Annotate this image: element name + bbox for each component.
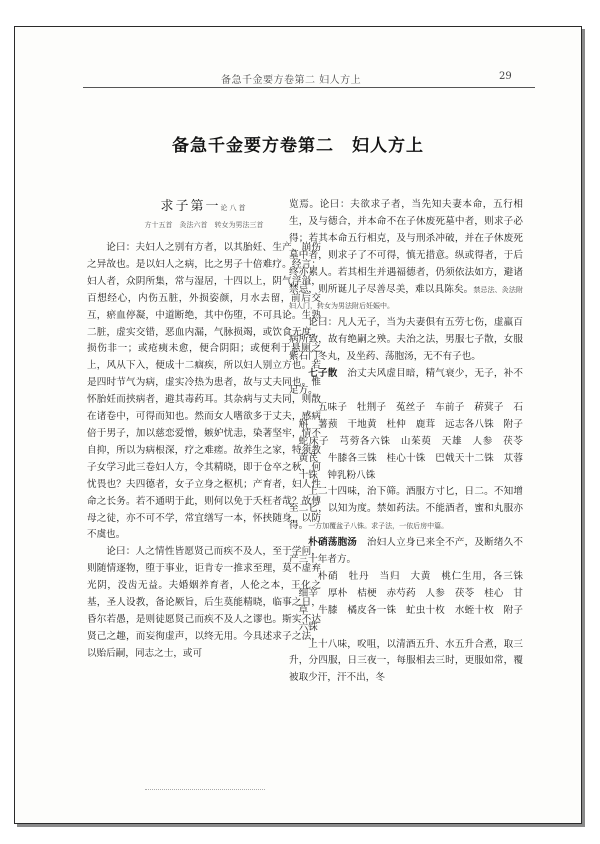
right-paragraph-1-note: 禁忌法、灸法附妇人门，转女为男法附后妊娠中。 [289,285,524,311]
left-column [87,197,321,827]
formula-2 [289,535,523,569]
section-heading-note: 论八首 [220,204,248,212]
right-paragraph-1-text: 览焉。论曰：夫欲求子者，当先知夫妻本命，五行相生，及与德合，并本命不在子休废死墓中者，则求子必得；若其本命五行相克，及与刑杀冲破，并在子休废死墓中者，则求子了不可得，慎无措意。纵或得者，于后终亦累人。若其相生并遇福德者，仍须依法如方，避诸禁忌，则所诞儿子尽善尽美，难以具陈矣。 [289,199,523,295]
left-paragraph-2: 论曰：人之情性皆愿贤己而疾不及人，至于学问，则随情逐物，堕于事业，讵肯专一推求至理，莫不虚弃光阴，没齿无益。夫婚姻养育者，人伦之本，王化之基，圣人设教，备论厥旨，后生莫能精晓，临事之日，昏尔若愚，是则徒愿贤己而疾不及人之谬也。斯实不达贤己之趣，而妄徇虚声，以终无用。今具述求子之法，以贻后嗣，同志之士，或可 [87,546,321,659]
section-subheading: 方十五首 灸法六首 转女为男法三首 [144,221,264,229]
running-head: 备急千金要方卷第二 妇人方上 [221,75,362,86]
formula-1-text: 治丈夫风虚目暗，精气衰少，无子，补不足方。 [289,368,524,396]
formula-1-name: 七子散 [308,368,338,380]
formula-2-instructions: 上十八味，㕮咀，以清酒五升、水五升合煮，取三升，分四服，日三夜一，每服相去三时，更服如常，覆被取少汗，汗不出，冬 [289,638,523,684]
right-column [289,197,533,827]
header-rule [83,87,535,88]
formula-2-name: 朴硝荡胞汤 [308,537,358,549]
right-paragraph-2: 论曰：凡人无子，当为夫妻俱有五劳七伤，虚羸百病所致，故有绝嗣之殃。夫治之法，男服七子散，女服紫石门冬丸，及坐药、荡胞汤，无不有子也。 [289,317,523,363]
formula-2-herbs: 朴硝 牡丹 当归 大黄 桃仁生用，各三铢 细辛 厚朴 桔梗 赤芍药 人参 茯苓 桂心 甘草 牛膝 橘皮各一铢 虻虫十枚 水蛭十枚 附子六铢 [298,570,533,633]
formula-1-instructions-text: 上二十四味，治下筛。酒服方寸匕，日二。不知增至二匕，以知为度。禁如药法。不能酒者，蜜和丸服亦得。 [289,486,523,532]
formula-1-instructions [289,484,523,535]
section-heading [87,197,321,218]
formula-1-herbs: 五味子 牡荆子 菟丝子 车前子 菥蓂子 石斛 薯蓣 干地黄 杜仲 鹿茸 远志各八铢 附子 蛇床子 芎䓖各六铢 山茱萸 天雄 人参 茯苓 黄芪 牛膝各三铢 桂心十铢 巴戟天十二铢 苁蓉十铢 钟乳粉八铢 [298,401,533,481]
section-heading-text: 求子第一 [160,199,221,214]
page-number: 29 [499,71,512,82]
formula-1 [289,366,523,400]
book-page [14,26,582,824]
formula-1-instructions-note: 一方加覆盆子八铢。求子法，一依后房中篇。 [308,522,449,531]
left-paragraph-1: 论曰：夫妇人之别有方者，以其胎妊、生产、崩伤之异故也。是以妇人之病，比之男子十倍难疗。经言：妇人者，众阴所集，常与湿居，十四以上，阴气浮溢，百想经心，内伤五脏，外损姿颜，月水去留，前后交互，瘀血停凝，中道断绝，其中伤堕，不可具论。生熟二脏，虚实交错，恶血内漏，气脉损竭，或饮食无度，损伤非一；或疮痍未愈，便合阴阳；或便利于悬厕之上，风从下入，便成十二痼疾，所以妇人别立方也。若是四时节气为病，虚实冷热为患者，故与丈夫同也。惟怀胎妊而挟病者，避其毒药耳。其杂病与丈夫同，则散在诸卷中，可得而知也。然而女人嗜欲多于丈夫，感病倍于男子，加以慈恋爱憎，嫉妒忧恚，染著坚牢，情不自抑，所以为病根深，疗之难瘥。故养生之家，特须教子女学习此三卷妇人方，令其精晓，即于仓卒之秋，何忧畏也？夫四德者，女子立身之枢机；产育者，妇人性命之长务。若不通明于此，则何以免于夭枉者哉？故傅母之徒，亦不可不学，常宜缮写一本，怀挟随身，以防不虞也。 [87,242,321,541]
chapter-title: 备急千金要方卷第二 妇人方上 [172,136,424,156]
formula-2-text: 治妇人立身已来全不产，及断绪久不产三十年者方。 [289,537,524,566]
bottom-scan-mark [145,789,265,790]
right-paragraph-1 [289,197,523,315]
